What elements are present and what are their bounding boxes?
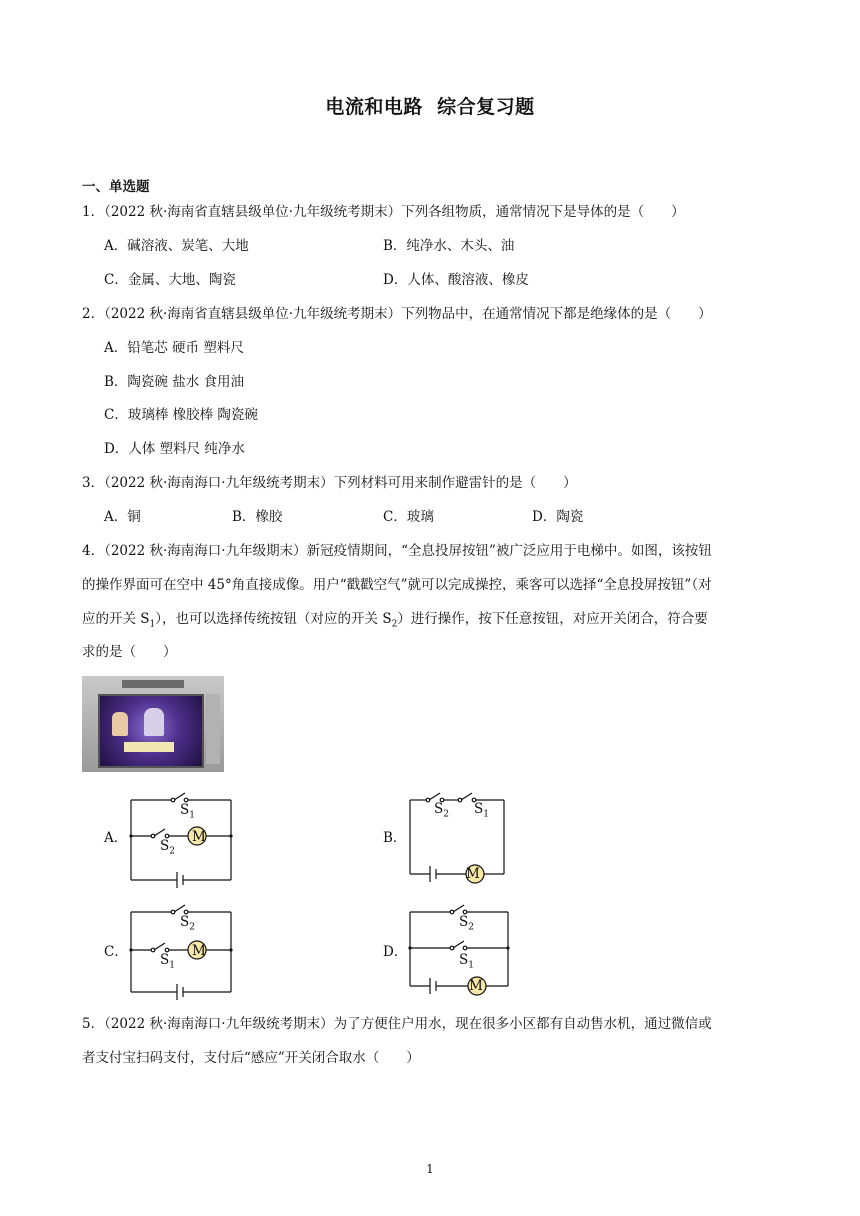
q4-option-a-label[interactable]: A．: [104, 830, 128, 846]
question-4-line-2: 的操作界面可在空中 45°角直接成像。用户“戳戳空气”就可以完成操控，乘客可以选择“全息投屏按钮”（对: [82, 577, 712, 593]
q2-option-b[interactable]: B．陶瓷碗 盐水 食用油: [104, 374, 245, 390]
page-title: 电流和电路 综合复习题: [325, 96, 535, 118]
switch-label-s2: $S_2$: [459, 914, 474, 933]
motor-label: M: [466, 866, 480, 882]
motor-label: M: [192, 943, 206, 959]
question-1-stem: 1．（2022 秋·海南省直辖县级单位·九年级统考期末）下列各组物质，通常情况下是导体的是（ ）: [82, 204, 685, 220]
q3-option-a[interactable]: A．铜: [104, 509, 141, 525]
q1-option-c[interactable]: C．金属、大地、陶瓷: [104, 272, 236, 288]
q2-option-d[interactable]: D．人体 塑料尺 纯净水: [104, 441, 245, 457]
switch-label-s2: $S_2$: [160, 838, 175, 857]
q1-option-b[interactable]: B．纯净水、木头、油: [383, 238, 515, 254]
switch-label-s1: $S_1$: [474, 801, 489, 820]
question-5-line-1: 5．（2022 秋·海南海口·九年级统考期末）为了方便住户用水，现在很多小区都有自动售水机，通过微信或: [82, 1016, 712, 1032]
page-number: 1: [426, 1162, 434, 1176]
switch-label-s1: $S_1$: [459, 952, 474, 971]
q4-option-d-label[interactable]: D．: [383, 944, 408, 960]
question-3-stem: 3．（2022 秋·海南海口·九年级统考期末）下列材料可用来制作避雷针的是（ ）: [82, 475, 577, 491]
q2-option-a[interactable]: A．铅笔芯 硬币 塑料尺: [104, 340, 244, 356]
q3-option-d[interactable]: D．陶瓷: [532, 509, 584, 525]
q3-option-c[interactable]: C．玻璃: [383, 509, 434, 525]
q4-option-c-label[interactable]: C．: [104, 944, 128, 960]
question-4-line-3: 应的开关 $S_1$），也可以选择传统按钮（对应的开关 $S_2$）进行操作，按下任意按钮，对应开关闭合，符合要: [82, 611, 708, 630]
q4-option-b-label[interactable]: B．: [383, 830, 407, 846]
motor-label: M: [192, 829, 206, 845]
section-heading: 一、单选题: [82, 179, 150, 195]
motor-label: M: [469, 978, 483, 994]
q3-option-b[interactable]: B．橡胶: [232, 509, 283, 525]
circuit-diagram-b: [404, 790, 514, 885]
q1-option-a[interactable]: A．碱溶液、炭笔、大地: [104, 238, 249, 254]
switch-label-s2: $S_2$: [180, 914, 195, 933]
q2-option-c[interactable]: C．玻璃棒 橡胶棒 陶瓷碗: [104, 407, 258, 423]
switch-label-s1: $S_1$: [160, 952, 175, 971]
q1-option-d[interactable]: D．人体、酸溶液、橡皮: [383, 272, 529, 288]
question-2-stem: 2．（2022 秋·海南省直辖县级单位·九年级统考期末）下列物品中，在通常情况下都是绝缘体的是（ ）: [82, 306, 712, 322]
switch-label-s2: $S_2$: [434, 801, 449, 820]
elevator-hologram-photo: [82, 676, 224, 772]
question-4-line-4: 求的是（ ）: [82, 644, 177, 660]
switch-label-s1: $S_1$: [180, 802, 195, 821]
question-4-line-1: 4．（2022 秋·海南海口·九年级期末）新冠疫情期间，“全息投屏按钮”被广泛应用于电梯中。如图，该按钮: [82, 543, 712, 559]
question-5-line-2: 者支付宝扫码支付，支付后“感应”开关闭合取水（ ）: [82, 1050, 420, 1066]
